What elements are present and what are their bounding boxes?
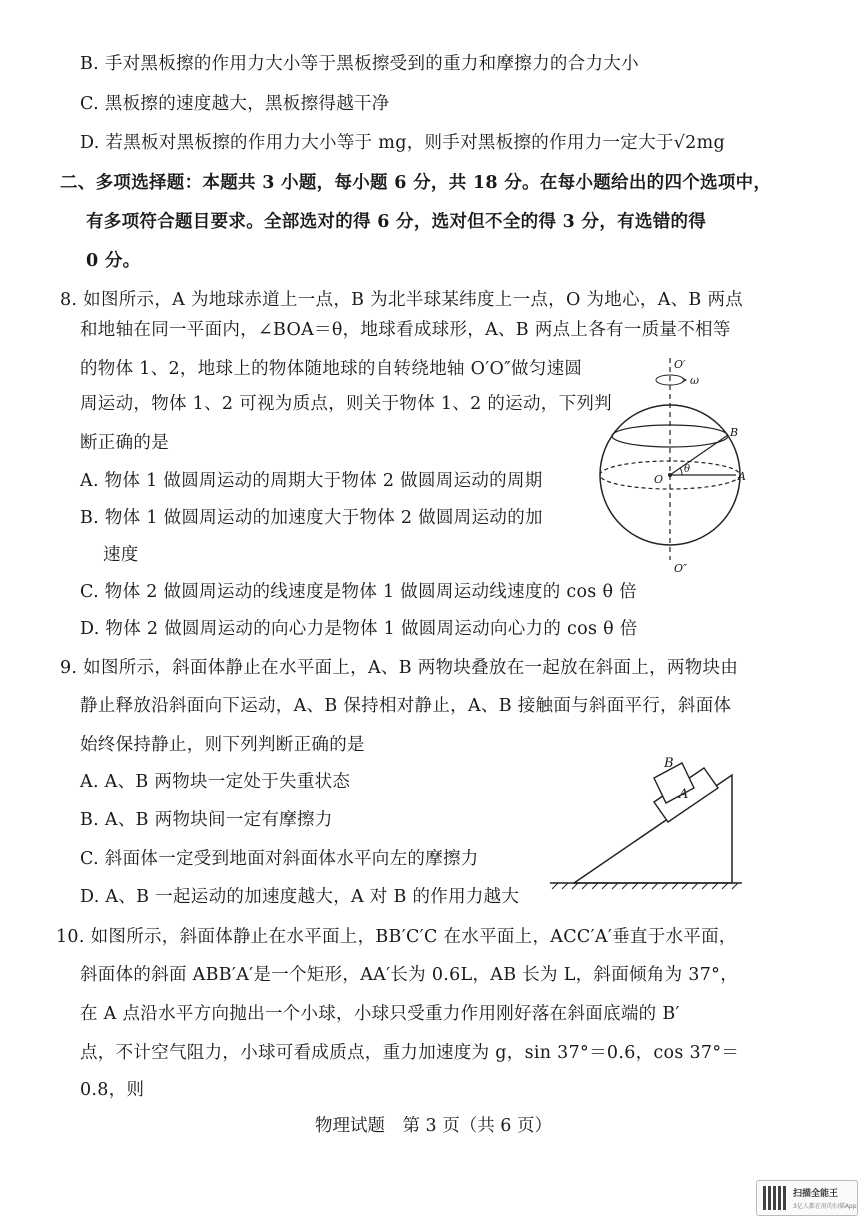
- q8-stem-4: 周运动，物体 1、2 可视为质点，则关于物体 1、2 的运动，下列判: [80, 394, 612, 414]
- q9-stem-2: 静止释放沿斜面向下运动，A、B 保持相对静止，A、B 接触面与斜面平行，斜面体: [80, 696, 732, 716]
- q8-option-a: A. 物体 1 做圆周运动的周期大于物体 2 做圆周运动的周期: [80, 471, 543, 491]
- q9-option-b: B. A、B 两物块间一定有摩擦力: [80, 810, 333, 830]
- globe-label-o: O: [654, 473, 664, 486]
- q8-option-d: D. 物体 2 做圆周运动的向心力是物体 1 做圆周运动向心力的 cos θ 倍: [80, 619, 638, 639]
- q9-option-d: D. A、B 一起运动的加速度越大，A 对 B 的作用力越大: [80, 887, 520, 907]
- q8-stem-5: 断正确的是: [80, 433, 169, 453]
- globe-label-bottom: O″: [674, 562, 688, 575]
- q9-stem-1: 9. 如图所示，斜面体静止在水平面上，A、B 两物块叠放在一起放在斜面上，两物块由: [60, 658, 739, 678]
- q9-option-c: C. 斜面体一定受到地面对斜面体水平向左的摩擦力: [80, 849, 479, 869]
- globe-figure: [590, 350, 760, 578]
- q9-stem-3: 始终保持静止，则下列判断正确的是: [80, 735, 365, 755]
- q8-option-b-cont: 速度: [103, 545, 139, 565]
- incline-label-a: A: [679, 787, 689, 802]
- q8-stem-2: 和地轴在同一平面内，∠BOA＝θ，地球看成球形，A、B 两点上各有一质量不相等: [80, 320, 731, 340]
- scanner-watermark: [756, 1180, 858, 1216]
- q8-option-b: B. 物体 1 做圆周运动的加速度大于物体 2 做圆周运动的加: [80, 508, 543, 528]
- qr-code-icon: [763, 1186, 787, 1210]
- q8-stem-1: 8. 如图所示，A 为地球赤道上一点，B 为北半球某纬度上一点，O 为地心，A、B 两点: [60, 290, 744, 310]
- q10-stem-3: 在 A 点沿水平方向抛出一个小球，小球只受重力作用刚好落在斜面底端的 B′: [80, 1004, 680, 1024]
- section2-line2: 有多项符合题目要求。全部选对的得 6 分，选对但不全的得 3 分，有选错的得: [86, 212, 707, 232]
- incline-figure: [546, 725, 746, 890]
- globe-label-a: A: [738, 470, 746, 483]
- q10-stem-1: 10. 如图所示，斜面体静止在水平面上，BB′C′C 在水平面上，ACC′A′垂直于水平面，: [56, 927, 737, 947]
- section2-heading: 二、多项选择题：本题共 3 小题，每小题 6 分，共 18 分。在每小题给出的四个选项中，: [60, 173, 772, 193]
- q10-stem-4: 点，不计空气阻力，小球可看成质点，重力加速度为 g，sin 37°＝0.6，cos 37°＝: [80, 1043, 740, 1063]
- globe-label-theta: θ: [684, 464, 691, 475]
- section2-line3: 0 分。: [86, 251, 141, 271]
- watermark-text: 扫描全能王: [793, 1189, 839, 1199]
- globe-label-top: O′: [674, 358, 686, 371]
- page-footer: 物理试题 第 3 页（共 6 页）: [314, 1116, 553, 1136]
- globe-label-b: B: [730, 426, 739, 439]
- globe-label-omega: ω: [690, 374, 699, 387]
- incline-label-b: B: [664, 756, 674, 771]
- q7-option-b: B. 手对黑板擦的作用力大小等于黑板擦受到的重力和摩擦力的合力大小: [80, 54, 639, 74]
- q9-option-a: A. A、B 两物块一定处于失重状态: [80, 772, 351, 792]
- q8-option-c: C. 物体 2 做圆周运动的线速度是物体 1 做圆周运动线速度的 cos θ 倍: [80, 582, 637, 602]
- q10-stem-2: 斜面体的斜面 ABB′A′是一个矩形，AA′长为 0.6L，AB 长为 L，斜面倾角为 37°，: [80, 965, 738, 985]
- watermark-subtext: 3亿人都在用的扫描App: [793, 1203, 857, 1210]
- q10-stem-5: 0.8，则: [80, 1080, 145, 1100]
- q8-stem-3: 的物体 1、2，地球上的物体随地球的自转绕地轴 O′O″做匀速圆: [80, 359, 583, 379]
- q7-option-c: C. 黑板擦的速度越大，黑板擦得越干净: [80, 94, 390, 114]
- q7-option-d: D. 若黑板对黑板擦的作用力大小等于 mg，则手对黑板擦的作用力一定大于√2mg: [80, 133, 725, 153]
